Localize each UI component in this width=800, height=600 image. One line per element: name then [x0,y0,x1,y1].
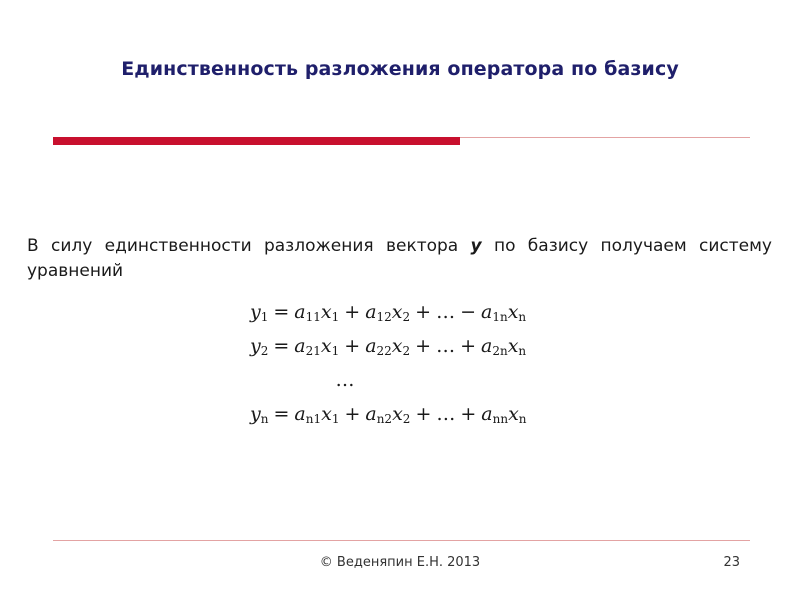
operator: + [415,403,432,425]
operator: + [415,335,432,357]
coef-subscript: 2n [492,344,508,358]
operator: + [460,335,476,357]
equation-row-n [250,397,570,431]
coef-subscript: nn [492,412,509,426]
coef-subscript: 12 [376,310,392,324]
var-subscript: n [518,344,527,358]
ellipsis: … [436,301,456,323]
paragraph-text-before: В силу единственности разложения вектора [27,236,471,256]
operator: + [344,335,361,357]
var-subscript: n [518,310,527,324]
lhs-variable: y [250,301,261,323]
lhs-subscript: n [260,412,269,426]
equation-row-2 [250,329,570,363]
operator: + [415,301,432,323]
lhs-variable: y [250,403,261,425]
coef-a: a [294,403,306,425]
equation-ellipsis-row: … [335,369,355,391]
var-x: x [391,335,403,357]
vector-y: y [470,236,482,256]
equals-sign: = [273,301,290,323]
var-subscript: 1 [331,310,340,324]
ellipsis: … [436,403,456,425]
ellipsis: … [436,335,456,357]
var-x: x [320,301,332,323]
coef-a: a [294,301,306,323]
var-subscript: 1 [331,412,340,426]
equation-system [250,295,570,431]
var-x: x [321,403,332,425]
coef-subscript: 1n [492,310,508,324]
coef-subscript: n1 [305,412,322,426]
equation-row-1 [250,295,570,329]
var-x: x [507,335,519,357]
coef-subscript: 22 [376,344,392,358]
var-subscript: n [518,412,527,426]
equals-sign: = [273,335,290,357]
slide-title: Единственность разложения оператора по базису [121,58,679,80]
coef-a: a [481,403,493,425]
var-x: x [508,403,519,425]
lhs-subscript: 1 [260,310,269,324]
operator: − [460,301,476,323]
var-subscript: 2 [402,344,411,358]
footer-copyright: © Веденяпин Е.Н. 2013 [319,555,481,570]
coef-a: a [365,335,377,357]
lhs-variable: y [250,335,261,357]
title-underline-thick [53,137,460,145]
operator: + [460,403,477,425]
page-number: 23 [723,555,740,570]
coef-a: a [481,335,493,357]
var-x: x [320,335,332,357]
var-subscript: 2 [402,412,411,426]
operator: + [344,403,361,425]
lhs-subscript: 2 [260,344,269,358]
var-subscript: 1 [331,344,340,358]
coef-a: a [365,403,377,425]
body-paragraph [27,234,772,284]
equals-sign: = [273,403,290,425]
footer-divider [53,540,750,541]
coef-a: a [481,301,493,323]
coef-subscript: 11 [305,310,321,324]
var-x: x [507,301,519,323]
coef-subscript: n2 [376,412,393,426]
var-x: x [391,301,403,323]
coef-subscript: 21 [305,344,321,358]
title-underline-thin [460,137,750,138]
coef-a: a [294,335,306,357]
coef-a: a [365,301,377,323]
paragraph-text-after: по базису получаем систему уравнений [27,236,772,281]
var-x: x [392,403,403,425]
var-subscript: 2 [402,310,411,324]
operator: + [344,301,361,323]
